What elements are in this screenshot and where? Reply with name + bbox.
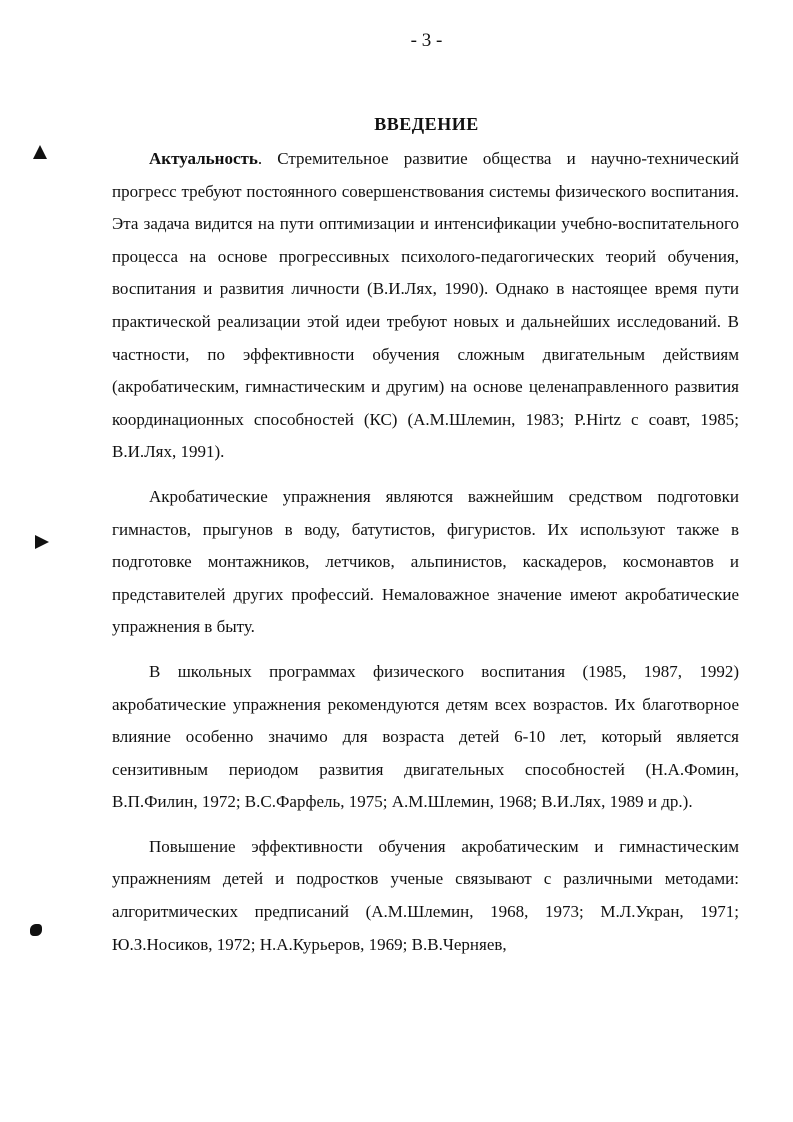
lead-term: Актуальность bbox=[149, 149, 258, 168]
triangle-up-icon bbox=[33, 145, 47, 159]
document-body bbox=[112, 143, 739, 973]
page-number: - 3 - bbox=[410, 30, 443, 51]
paragraph-text: В школьных программах физического воспитания (1985, 1987, 1992) акробатические упражнения рекомендуются детям всех возрастов. Их благотворное влияние особенно значимо для возраста детей 6-10 лет, который является сензитивным периодом развития двигательных способностей (Н.А.Фомин, В.П.Филин, 1972; В.С.Фарфель, 1975; А.М.Шлемин, 1968; В.И.Лях, 1989 и др.). bbox=[112, 661, 739, 812]
blot-icon bbox=[30, 924, 42, 936]
paragraph-methods bbox=[112, 831, 739, 961]
paragraph-text: . Стремительное развитие общества и научно-технический прогресс требуют постоянного совершенствования системы физического воспитания. Эта задача видится на пути оптимизации и интенсификации учебно-воспитательного процесса на основе прогрессивных психолого-педагогических теорий обучения, воспитания и развития личности (В.И.Лях, 1990). Однако в настоящее время пути практической реализации этой идеи требуют новых и дальнейших исследований. В частности, по эффективности обучения сложным двигательным действиям (акробатическим, гимнастическим и другим) на основе целенаправленного развития координационных способностей (КС) (А.М.Шлемин, 1983; P.Hirtz с соавт, 1985; В.И.Лях, 1991). bbox=[112, 149, 739, 462]
page-title: ВВЕДЕНИЕ bbox=[374, 114, 479, 134]
paragraph-text: Повышение эффективности обучения акробатическим и гимнастическим упражнениям детей и подростков ученые связывают с различными методами: алгоритмических предписаний (А.М.Шлемин, 1968, 1973; М.Л.Укран, 1971; Ю.З.Носиков, 1972; Н.А.Курьеров, 1969; В.В.Черняев, bbox=[112, 836, 739, 954]
paragraph-school-programs bbox=[112, 656, 739, 819]
paragraph-relevance bbox=[112, 143, 739, 469]
paragraph-text: Акробатические упражнения являются важнейшим средством подготовки гимнастов, прыгунов в воду, батутистов, фигуристов. Их используют также в подготовке монтажников, летчиков, альпинистов, каскадеров, космонавтов и представителей других профессий. Немаловажное значение имеют акробатические упражнения в быту. bbox=[112, 486, 739, 637]
paragraph-acrobatics bbox=[112, 481, 739, 644]
triangle-right-icon bbox=[35, 535, 49, 549]
